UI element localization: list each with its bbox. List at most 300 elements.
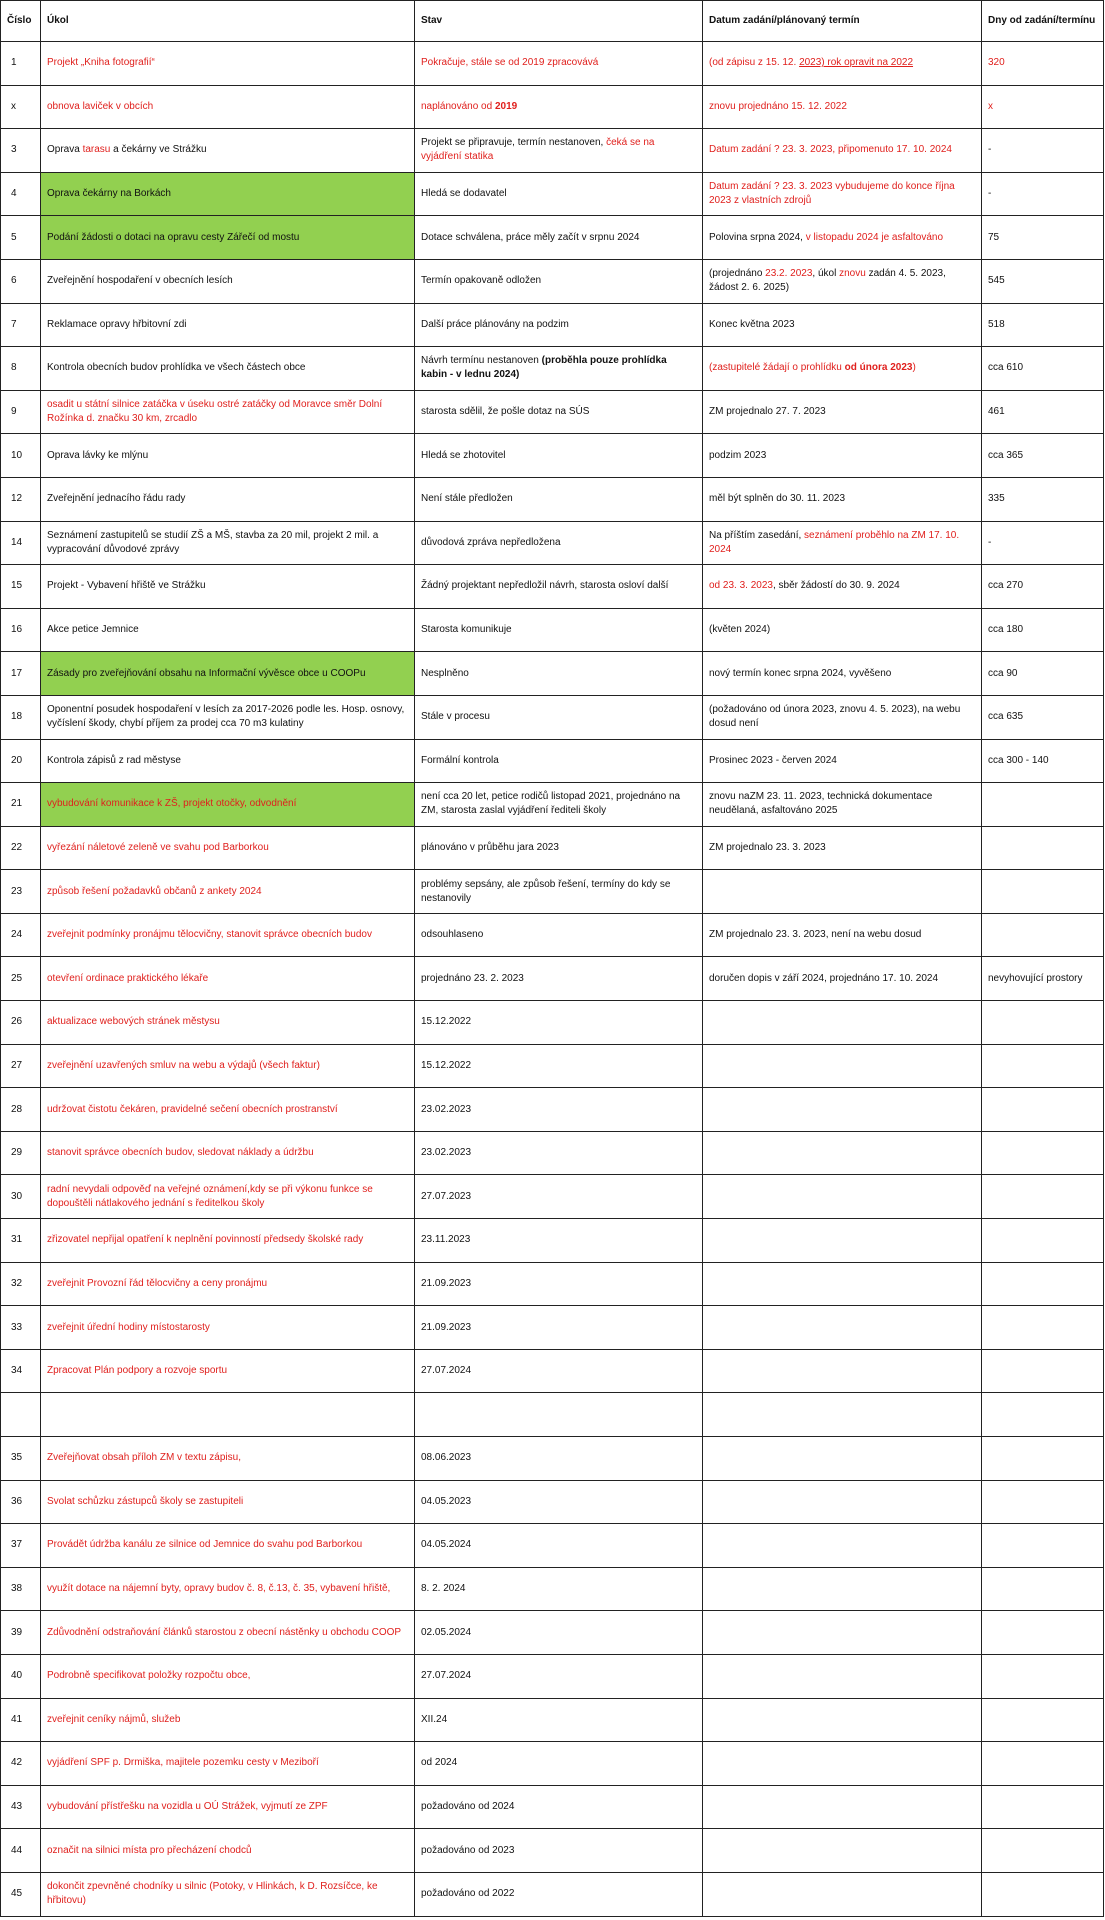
cell-text: (proběhla pouze prohlídka kabin - v lednu 2024) [421,355,667,381]
cell-cislo: 1 [1,42,41,86]
cell-stav [415,957,703,1001]
header-ukol: Úkol [41,1,415,42]
cell-dny [982,1088,1104,1132]
cell-datum [703,1480,982,1524]
cell-dny [982,826,1104,870]
cell-cislo: 32 [1,1262,41,1306]
cell-text: (květen 2024) [709,624,771,636]
cell-stav [415,477,703,521]
cell-cislo: 44 [1,1829,41,1873]
cell-text: ZM projednalo 23. 3. 2023 [709,841,826,853]
cell-datum [703,1437,982,1481]
cell-datum [703,1131,982,1175]
cell-datum [703,1175,982,1219]
cell-stav [415,739,703,783]
cell-text: Provádět údržba kanálu ze silnice od Jemnice do svahu pod Barborkou [47,1539,363,1551]
cell-text: podzim 2023 [709,449,767,461]
cell-stav [415,172,703,216]
cell-dny [982,1393,1104,1437]
cell-text: zveřejnit Provozní řád tělocvičny a ceny pronájmu [47,1277,268,1289]
cell-dny [982,1567,1104,1611]
cell-dny [982,913,1104,957]
table-row [1,1088,1104,1132]
table-row [1,913,1104,957]
cell-datum [703,1044,982,1088]
cell-datum [703,129,982,173]
cell-text: starosta sdělil, že pošle dotaz na SÚS [421,406,590,418]
cell-stav [415,695,703,739]
cell-text: Oprava lávky ke mlýnu [47,449,149,461]
table-row [1,1742,1104,1786]
cell-dny [982,1611,1104,1655]
cell-text: tarasu [82,144,111,156]
cell-text: 545 [988,275,1005,287]
cell-cislo: 33 [1,1306,41,1350]
cell-text: odsouhlaseno [421,929,484,941]
cell-ukol [41,870,415,914]
table-row [1,1044,1104,1088]
cell-text: 27.07.2024 [421,1670,472,1682]
table-row [1,739,1104,783]
cell-text: projednáno 23. 2. 2023 [421,972,524,984]
cell-text: Nesplněno [421,667,469,679]
cell-stav [415,216,703,260]
cell-text: Datum zadání ? 23. 3. 2023 vybudujeme do konce října 2023 z vlastních zdrojů [709,181,955,207]
cell-stav [415,608,703,652]
cell-datum [703,1524,982,1568]
cell-datum [703,1654,982,1698]
table-row [1,1437,1104,1481]
cell-datum [703,1393,982,1437]
cell-text: plánováno v průběhu jara 2023 [421,841,559,853]
cell-ukol [41,1175,415,1219]
cell-ukol [41,216,415,260]
cell-datum [703,521,982,565]
cell-dny [982,783,1104,827]
cell-text: udržovat čistotu čekáren, pravidelné sečení obecních prostranství [47,1103,338,1115]
cell-dny [982,1306,1104,1350]
table-row [1,1698,1104,1742]
cell-stav [415,85,703,129]
cell-datum [703,477,982,521]
cell-text: 02.05.2024 [421,1626,472,1638]
cell-stav [415,870,703,914]
cell-text: cca 610 [988,362,1024,374]
cell-text: ) [912,362,916,374]
cell-cislo: 40 [1,1654,41,1698]
cell-cislo: 23 [1,870,41,914]
cell-text: dokončit zpevněné chodníky u silnic (Potoky, v Hlinkách, k D. Rozsíčce, ke hřbitovu) [47,1881,378,1907]
cell-text: není cca 20 let, petice rodičů listopad 2021, projednáno na ZM, starosta zaslal vyjádření řediteli školy [421,791,681,817]
cell-stav [415,565,703,609]
cell-stav [415,1306,703,1350]
cell-text: znovu naZM 23. 11. 2023, technická dokumentace neudělaná, asfaltováno 2025 [709,791,933,817]
cell-stav [415,1524,703,1568]
cell-cislo: 20 [1,739,41,783]
cell-text: Zdůvodnění odstraňování článků starostou z obecní nástěnky u obchodu COOP [47,1626,402,1638]
cell-ukol [41,1044,415,1088]
cell-dny [982,739,1104,783]
cell-text: Svolat schůzku zástupců školy se zastupiteli [47,1495,244,1507]
table-row [1,42,1104,86]
table-row [1,1524,1104,1568]
cell-text: vyřezání náletové zeleně ve svahu pod Barborkou [47,841,269,853]
cell-datum [703,1219,982,1263]
cell-dny [982,216,1104,260]
cell-text: a čekárny ve Strážku [110,144,207,156]
cell-ukol [41,1567,415,1611]
cell-ukol [41,1437,415,1481]
table-row [1,1219,1104,1263]
cell-text: stanovit správce obecních budov, sledovat náklady a údržbu [47,1147,314,1159]
cell-stav [415,1611,703,1655]
table-row [1,870,1104,914]
cell-ukol [41,85,415,129]
cell-datum [703,1001,982,1045]
cell-cislo: 6 [1,259,41,303]
cell-stav [415,129,703,173]
cell-text: Datum zadání ? 23. 3. 2023, připomenuto 17. 10. 2024 [709,144,952,156]
cell-text: otevření ordinace praktického lékaře [47,972,209,984]
cell-dny [982,347,1104,391]
cell-stav [415,1742,703,1786]
cell-datum [703,1785,982,1829]
cell-stav [415,347,703,391]
cell-text: zveřejnění uzavřených smluv na webu a výdajů (všech faktur) [47,1059,320,1071]
cell-text: Oprava [47,144,83,156]
cell-stav [415,1393,703,1437]
cell-text: 23.02.2023 [421,1147,472,1159]
cell-text: požadováno od 2023 [421,1844,515,1856]
cell-cislo: 3 [1,129,41,173]
cell-text: cca 270 [988,580,1024,592]
cell-text: Další práce plánovány na podzim [421,318,569,330]
cell-stav [415,521,703,565]
cell-ukol [41,172,415,216]
cell-cislo: 39 [1,1611,41,1655]
cell-text: cca 300 - 140 [988,754,1049,766]
cell-datum [703,1088,982,1132]
table-header [1,1,1104,42]
cell-datum [703,913,982,957]
cell-text: Není stále předložen [421,493,513,505]
cell-datum [703,216,982,260]
cell-dny [982,957,1104,1001]
table-row [1,565,1104,609]
cell-dny [982,1437,1104,1481]
cell-stav [415,1219,703,1263]
cell-ukol [41,1698,415,1742]
cell-dny [982,477,1104,521]
header-row [1,1,1104,42]
cell-cislo: 9 [1,390,41,434]
cell-datum [703,434,982,478]
cell-text: 8. 2. 2024 [421,1583,466,1595]
cell-dny [982,259,1104,303]
table-row [1,783,1104,827]
cell-text: , úkol [812,268,840,280]
cell-text: čeká se na vyjádření statika [421,137,655,163]
cell-text: seznámení proběhlo na ZM 17. 10. 2024 [709,529,960,555]
cell-dny [982,1175,1104,1219]
cell-text: od února 2023 [844,362,913,374]
cell-ukol [41,739,415,783]
cell-dny [982,1872,1104,1916]
cell-text: vyjádření SPF p. Drmiška, majitele pozemku cesty v Meziboří [47,1757,319,1769]
cell-stav [415,652,703,696]
cell-dny [982,521,1104,565]
cell-text: - [988,536,992,548]
cell-stav [415,1131,703,1175]
cell-ukol [41,259,415,303]
table-row [1,216,1104,260]
cell-dny [982,1785,1104,1829]
cell-text: naplánováno od [421,100,495,112]
cell-text: zadán 4. 5. 2023, žádost 2. 6. 2025) [709,268,946,294]
cell-ukol [41,1001,415,1045]
cell-datum [703,608,982,652]
cell-stav [415,259,703,303]
cell-text: Oprava čekárny na Borkách [47,188,171,200]
cell-ukol [41,826,415,870]
table-row [1,1393,1104,1437]
cell-cislo: 25 [1,957,41,1001]
cell-datum [703,259,982,303]
cell-text: Kontrola zápisů z rad městyse [47,754,181,766]
cell-text: znovu projednáno 15. 12. 2022 [709,100,847,112]
cell-cislo: 34 [1,1349,41,1393]
table-row [1,826,1104,870]
cell-stav [415,1698,703,1742]
cell-cislo: 31 [1,1219,41,1263]
table-row [1,85,1104,129]
cell-cislo: 37 [1,1524,41,1568]
cell-datum [703,652,982,696]
table-body [1,42,1104,1917]
cell-cislo: 27 [1,1044,41,1088]
cell-ukol [41,1872,415,1916]
cell-dny [982,608,1104,652]
cell-text: zveřejnit úřední hodiny místostarosty [47,1321,210,1333]
table-row [1,259,1104,303]
cell-datum [703,826,982,870]
cell-cislo: 16 [1,608,41,652]
cell-cislo: 24 [1,913,41,957]
cell-cislo: 30 [1,1175,41,1219]
cell-ukol [41,1088,415,1132]
cell-datum [703,1611,982,1655]
cell-text: cca 90 [988,667,1018,679]
cell-dny [982,1131,1104,1175]
cell-text: Návrh termínu nestanoven [421,355,542,367]
cell-text: Zveřejnění hospodaření v obecních lesích [47,275,233,287]
cell-cislo: 21 [1,783,41,827]
cell-dny [982,303,1104,347]
cell-text: Konec května 2023 [709,318,795,330]
cell-datum [703,1306,982,1350]
cell-text: Na příštím zasedání, [709,529,805,541]
cell-text: - [988,188,992,200]
cell-cislo: 42 [1,1742,41,1786]
table-row [1,390,1104,434]
cell-ukol [41,783,415,827]
cell-text: způsob řešení požadavků občanů z ankety 2024 [47,885,262,897]
cell-text: (projednáno [709,268,766,280]
cell-datum [703,739,982,783]
cell-text: radní nevydali odpověď na veřejné oznámení,kdy se při výkonu funkce se dopouštěli nátlakového jednání s ředitelkou školy [47,1183,373,1209]
table-row [1,434,1104,478]
cell-datum [703,347,982,391]
table-row [1,477,1104,521]
cell-dny [982,1001,1104,1045]
cell-text: Zveřejnění jednacího řádu rady [47,493,186,505]
cell-cislo: 35 [1,1437,41,1481]
cell-ukol [41,129,415,173]
cell-ukol [41,1524,415,1568]
cell-text: označit na silnici místa pro přecházení chodců [47,1844,252,1856]
cell-text: v listopadu 2024 je asfaltováno [805,231,944,243]
cell-datum [703,1829,982,1873]
cell-ukol [41,1654,415,1698]
cell-stav [415,390,703,434]
table-row [1,129,1104,173]
cell-ukol [41,390,415,434]
cell-cislo: 26 [1,1001,41,1045]
cell-ukol [41,347,415,391]
table-row [1,652,1104,696]
table-row [1,1611,1104,1655]
cell-cislo: 45 [1,1872,41,1916]
header-stav: Stav [415,1,703,42]
cell-datum [703,783,982,827]
cell-dny [982,1524,1104,1568]
cell-cislo: 17 [1,652,41,696]
cell-ukol [41,1480,415,1524]
cell-text: Projekt „Kniha fotografií“ [47,57,155,69]
cell-text: obnova laviček v obcích [47,100,154,112]
cell-stav [415,1437,703,1481]
cell-text: Oponentní posudek hospodaření v lesích za 2017-2026 podle les. Hosp. osnovy, vyčíslení škody, chybí příjem za prodej cca 70 m3 kulatiny [47,704,405,730]
cell-text: zřizovatel nepřijal opatření k neplnění povinností předsedy školské rady [47,1234,364,1246]
cell-stav [415,1262,703,1306]
cell-datum [703,1742,982,1786]
table-row [1,521,1104,565]
cell-stav [415,1480,703,1524]
cell-text: Žádný projektant nepředložil návrh, starosta osloví další [421,580,669,592]
cell-stav [415,1785,703,1829]
cell-cislo: 5 [1,216,41,260]
cell-text: osadit u státní silnice zatáčka v úseku ostré zatáčky od Moravce směr Dolní Rožínka d. značku 30 km, zrcadlo [47,399,383,425]
cell-text: zveřejnit ceníky nájmů, služeb [47,1713,181,1725]
cell-datum [703,1262,982,1306]
cell-text: 75 [988,231,1000,243]
cell-cislo: 4 [1,172,41,216]
cell-datum [703,85,982,129]
cell-text: 23.11.2023 [421,1234,471,1246]
cell-text: (od zápisu z 15. 12. [709,57,800,69]
table-row [1,1175,1104,1219]
cell-ukol [41,434,415,478]
cell-ukol [41,521,415,565]
cell-ukol [41,565,415,609]
cell-ukol [41,303,415,347]
cell-text: Zveřejňovat obsah příloh ZM v textu zápisu, [47,1452,241,1464]
cell-cislo: 12 [1,477,41,521]
cell-ukol [41,608,415,652]
cell-dny [982,1480,1104,1524]
cell-text: měl být splněn do 30. 11. 2023 [709,493,846,505]
cell-ukol [41,1829,415,1873]
cell-dny [982,1262,1104,1306]
cell-stav [415,1829,703,1873]
cell-text: ZM projednalo 23. 3. 2023, není na webu dosud [709,929,922,941]
cell-cislo: 7 [1,303,41,347]
cell-text: , sběr žádostí do 30. 9. 2024 [772,580,900,592]
cell-ukol [41,1393,415,1437]
table-row [1,1001,1104,1045]
cell-cislo: 14 [1,521,41,565]
cell-dny [982,1829,1104,1873]
table-row [1,1480,1104,1524]
cell-datum [703,695,982,739]
cell-text: 518 [988,318,1005,330]
table-row [1,1131,1104,1175]
cell-dny [982,1044,1104,1088]
cell-text: 15.12.2022 [421,1059,472,1071]
cell-text: Seznámení zastupitelů se studií ZŠ a MŠ, stavba za 20 mil, projekt 2 mil. a vypracování důvodové zprávy [47,529,379,555]
table-row [1,1306,1104,1350]
cell-text: 21.09.2023 [421,1277,472,1289]
cell-text: 27.07.2023 [421,1190,472,1202]
header-datum: Datum zadání/plánovaný termín [703,1,982,42]
cell-datum [703,565,982,609]
cell-text: vybudování komunikace k ZŠ, projekt otočky, odvodnění [47,798,297,810]
cell-datum [703,390,982,434]
table-row [1,1654,1104,1698]
cell-dny [982,172,1104,216]
cell-ukol [41,1785,415,1829]
cell-text: cca 635 [988,711,1024,723]
cell-text: využít dotace na nájemní byty, opravy budov č. 8, č.13, č. 35, vybavení hřiště, [47,1583,391,1595]
cell-text: 23.02.2023 [421,1103,472,1115]
cell-datum [703,172,982,216]
cell-cislo: 41 [1,1698,41,1742]
cell-cislo: 8 [1,347,41,391]
cell-dny [982,1654,1104,1698]
cell-text: nevyhovující prostory [988,972,1083,984]
cell-cislo: 15 [1,565,41,609]
cell-text: nový termín konec srpna 2024, vyvěšeno [709,667,892,679]
cell-datum [703,1567,982,1611]
cell-cislo: 10 [1,434,41,478]
cell-text: XII.24 [421,1713,448,1725]
table-row [1,303,1104,347]
cell-text: aktualizace webových stránek městysu [47,1016,220,1028]
cell-text: požadováno od 2024 [421,1801,515,1813]
cell-text: Hledá se zhotovitel [421,449,506,461]
cell-text: Zpracovat Plán podpory a rozvoje sportu [47,1365,228,1377]
cell-stav [415,1654,703,1698]
header-dny: Dny od zadání/termínu [982,1,1104,42]
cell-dny [982,129,1104,173]
cell-text: Podrobně specifikovat položky rozpočtu obce, [47,1670,251,1682]
cell-ukol [41,1219,415,1263]
cell-cislo: 28 [1,1088,41,1132]
cell-cislo: 29 [1,1131,41,1175]
cell-cislo: 43 [1,1785,41,1829]
cell-text: 15.12.2022 [421,1016,472,1028]
cell-text: Polovina srpna 2024, [709,231,806,243]
